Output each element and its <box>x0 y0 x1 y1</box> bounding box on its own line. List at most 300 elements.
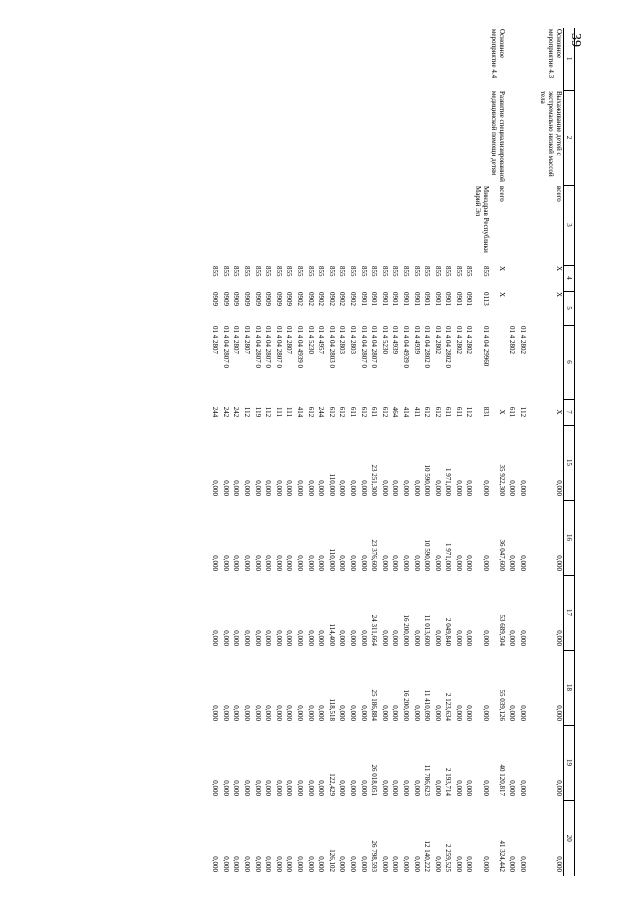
table-cell-c18: 0,000 <box>412 705 421 721</box>
table-cell-c6: 01 4 5230 <box>380 326 389 354</box>
table-cell-c18: 25 186,884 <box>370 689 379 721</box>
table-cell-c5: 0901 <box>359 292 368 306</box>
table-cell-c5: Х <box>497 292 506 298</box>
table-cell-c5: 0909 <box>211 292 220 306</box>
table-cell-c18: 0,000 <box>243 705 252 721</box>
table-cell-c16: 0,000 <box>348 555 357 571</box>
table-cell-c17: 2 049,840 <box>444 618 453 646</box>
table-cell-c15: 35 922,300 <box>497 464 506 496</box>
table-cell-c4: 855 <box>338 266 347 277</box>
column-header: 20 <box>564 800 575 876</box>
table-cell-c4: 855 <box>454 266 463 277</box>
table-cell-c2 <box>473 90 489 185</box>
table-cell-c18 <box>527 650 539 725</box>
table-cell-c16: 0,000 <box>433 555 442 571</box>
table-cell-c16: 36 047,600 <box>497 539 506 571</box>
table-cell-c1: Основное мероприятие 4.3 <box>546 29 563 79</box>
table-cell-c6: 01 4 2807 <box>285 326 294 354</box>
table-cell-c6: 01 4 4957 <box>317 326 326 354</box>
table-cell-c15: 0,000 <box>518 480 527 496</box>
table-cell-c17: 0,000 <box>412 630 421 646</box>
table-cell-c4: 855 <box>295 266 304 277</box>
column-header: 19 <box>564 725 575 800</box>
table-cell-c7: 414 <box>295 406 304 418</box>
table-cell-c2 <box>463 90 474 185</box>
table-cell-c7: 119 <box>253 406 262 418</box>
table-cell-c16: 110,000 <box>327 548 336 571</box>
table-cell-c16: 23 376,600 <box>370 539 379 571</box>
table-row <box>431 28 442 876</box>
table-cell-c17: 0,000 <box>253 630 262 646</box>
table-cell-c17: 0,000 <box>359 630 368 646</box>
table-cell-c1: Основное мероприятие 4.4 <box>489 29 506 79</box>
table-cell-c7: 611 <box>454 406 463 418</box>
table-cell-c15: 0,000 <box>412 480 421 496</box>
table-cell-c4 <box>506 265 517 291</box>
table-cell-c6: 01 4 2807 <box>232 326 241 354</box>
table-cell-c19: 0,000 <box>232 780 241 796</box>
table-cell-c20: 26 798,593 <box>370 840 379 872</box>
table-cell-c18: 0,000 <box>232 705 241 721</box>
table-cell-c5: 0902 <box>348 292 357 306</box>
table-cell-c5: 0901 <box>433 292 442 306</box>
table-cell-c17: 0,000 <box>295 630 304 646</box>
table-cell-c17: 0,000 <box>508 630 517 646</box>
table-cell-c17: 0,000 <box>338 630 347 646</box>
table-cell-c4 <box>516 265 527 291</box>
table-cell-c16: 0,000 <box>221 555 230 571</box>
table-cell-c5: 0909 <box>253 292 262 306</box>
table-cell-c20: 12 140,222 <box>423 840 432 872</box>
table-row <box>389 28 400 876</box>
table-cell-c6: 01 4 04 4939 0 <box>295 326 304 368</box>
table-cell-c1 <box>431 28 442 90</box>
table-cell-c17: 53 689,504 <box>497 614 506 646</box>
table-cell-c5 <box>506 291 517 325</box>
table-cell-c1 <box>389 28 400 90</box>
table-cell-c6: 01 4 2802 <box>465 326 474 354</box>
table-cell-c2 <box>336 90 347 185</box>
table-cell-c1 <box>283 28 294 90</box>
table-cell-c16: 1 971,000 <box>444 543 453 571</box>
table-cell-c2 <box>506 90 517 185</box>
table-cell-c7: 612 <box>306 406 315 418</box>
table-cell-c4: 855 <box>444 266 453 277</box>
table-cell-c7: 411 <box>412 406 421 418</box>
table-cell-c16: 0,000 <box>481 555 490 571</box>
table-cell-c6: 01 4 04 2807 0 <box>253 326 262 368</box>
table-row <box>230 28 241 876</box>
table-cell-c17: 0,000 <box>243 630 252 646</box>
table-cell-c17: 0,000 <box>211 630 220 646</box>
table-cell-c1 <box>346 28 357 90</box>
table-cell-c5: 0901 <box>454 292 463 306</box>
table-cell-c4: 855 <box>221 266 230 277</box>
table-cell-c19: 0,000 <box>243 780 252 796</box>
table-cell-c7: 112 <box>465 406 474 418</box>
table-cell-c4: 855 <box>380 266 389 277</box>
table-cell-c15: 0,000 <box>338 480 347 496</box>
table-cell-c16: 0,000 <box>508 555 517 571</box>
table-cell-c1 <box>368 28 379 90</box>
table-cell-c4: 855 <box>433 266 442 277</box>
table-cell-c4: 855 <box>264 266 273 277</box>
table-cell-c16: 0,000 <box>243 555 252 571</box>
table-cell-c20: 0,000 <box>481 856 490 872</box>
table-cell-c18: 0,000 <box>391 705 400 721</box>
table-cell-c16: 0,000 <box>518 555 527 571</box>
table-cell-c4: 855 <box>391 266 400 277</box>
table-cell-c16: 0,000 <box>306 555 315 571</box>
table-cell-c20: 0,000 <box>221 856 230 872</box>
table-cell-c1 <box>463 28 474 90</box>
table-cell-c18: 0,000 <box>221 705 230 721</box>
table-cell-c3 <box>315 185 326 265</box>
column-header: 5 <box>564 291 575 325</box>
table-cell-c18: 0,000 <box>295 705 304 721</box>
table-cell-c20: 0,000 <box>317 856 326 872</box>
table-cell-c15: 0,000 <box>465 480 474 496</box>
table-cell-c20: 0,000 <box>412 856 421 872</box>
table-cell-c18: 0,000 <box>380 705 389 721</box>
table-cell-c2 <box>368 90 379 185</box>
table-cell-c18: 0,000 <box>555 705 563 721</box>
table-cell-c7: 244 <box>317 406 326 418</box>
table-cell-c7: 612 <box>327 406 336 418</box>
table-cell-c3 <box>336 185 347 265</box>
table-row <box>539 28 564 876</box>
table-cell-c3 <box>527 185 539 265</box>
table-cell-c15: 0,000 <box>481 480 490 496</box>
table-cell-c4: 855 <box>348 266 357 277</box>
table-cell-c15: 0,000 <box>508 480 517 496</box>
table-cell-c7: 831 <box>481 406 490 418</box>
table-cell-c3 <box>506 185 517 265</box>
table-cell-c7: 612 <box>433 406 442 418</box>
table-cell-c4: Х <box>497 266 506 272</box>
table-cell-c1 <box>325 28 336 90</box>
table-cell-c3 <box>325 185 336 265</box>
table-cell-c2 <box>262 90 273 185</box>
table-row <box>304 28 315 876</box>
table-cell-c15: 0,000 <box>359 480 368 496</box>
table-cell-c3 <box>272 185 283 265</box>
table-cell-c19: 0,000 <box>380 780 389 796</box>
table-cell-c20: 0,000 <box>454 856 463 872</box>
table-cell-c7: 111 <box>285 407 294 417</box>
table-cell-c7: 414 <box>401 406 410 418</box>
table-cell-c20: 0,000 <box>359 856 368 872</box>
table-row <box>506 28 517 876</box>
table-cell-c19: 0,000 <box>274 780 283 796</box>
table-cell-c17 <box>527 575 539 650</box>
table-cell-c18: 0,000 <box>348 705 357 721</box>
table-cell-c3 <box>240 185 251 265</box>
table-cell-c16: 0,000 <box>285 555 294 571</box>
table-cell-c15: 0,000 <box>221 480 230 496</box>
table-cell-c16: 0,000 <box>232 555 241 571</box>
table-cell-c3 <box>209 185 220 265</box>
table-cell-c19: 0,000 <box>264 780 273 796</box>
table-cell-c4: 855 <box>274 266 283 277</box>
table-cell-c3 <box>389 185 400 265</box>
table-cell-c15: 0,000 <box>285 480 294 496</box>
table-cell-c3: всего <box>497 186 506 202</box>
table-cell-c19: 0,000 <box>555 780 563 796</box>
table-cell-c15: 0,000 <box>295 480 304 496</box>
table-cell-c1 <box>336 28 347 90</box>
table-cell-c7: Х <box>497 409 506 415</box>
table-cell-c18: 0,000 <box>264 705 273 721</box>
table-cell-c20: 0,000 <box>433 856 442 872</box>
table-cell-c15: 10 590,000 <box>423 464 432 496</box>
table-cell-c18: 0,000 <box>454 705 463 721</box>
table-cell-c2 <box>209 90 220 185</box>
table-cell-c20: 0,000 <box>508 856 517 872</box>
table-cell-c6: 01 4 04 2807 0 <box>370 326 379 368</box>
table-cell-c5: 0901 <box>444 292 453 306</box>
table-cell-c6: 01 4 2807 <box>243 326 252 354</box>
table-row <box>463 28 474 876</box>
table-cell-c20: 0,000 <box>232 856 241 872</box>
table-cell-c4: 855 <box>306 266 315 277</box>
table-cell-c3 <box>463 185 474 265</box>
column-number-row <box>564 28 575 876</box>
table-cell-c20: 0,000 <box>306 856 315 872</box>
table-cell-c5: 0901 <box>401 292 410 306</box>
table-cell-c16: 0,000 <box>465 555 474 571</box>
table-cell-c15: 0,000 <box>401 480 410 496</box>
table-cell-c2 <box>272 90 283 185</box>
table-cell-c20: 0,000 <box>401 856 410 872</box>
table-cell-c3 <box>346 185 357 265</box>
table-cell-c4: 855 <box>232 266 241 277</box>
table-row <box>421 28 432 876</box>
table-cell-c3: Минздрав Республики Марий Эл <box>473 186 490 253</box>
table-cell-c15: 0,000 <box>454 480 463 496</box>
table-cell-c6: 01 4 2802 <box>508 326 517 354</box>
table-cell-c18: 0,000 <box>481 705 490 721</box>
table-cell-c7: 112 <box>518 406 527 418</box>
table-cell-c16: 0,000 <box>274 555 283 571</box>
table-cell-c16 <box>527 500 539 575</box>
column-header: 1 <box>564 28 575 90</box>
table-cell-c3 <box>368 185 379 265</box>
table-cell-c4: 855 <box>317 266 326 277</box>
table-cell-c19: 122,429 <box>327 773 336 796</box>
table-cell-c1 <box>315 28 326 90</box>
table-cell-c18: 0,000 <box>253 705 262 721</box>
table-cell-c1 <box>209 28 220 90</box>
table-cell-c2 <box>431 90 442 185</box>
table-cell-c7: 244 <box>211 406 220 418</box>
table-cell-c16: 0,000 <box>401 555 410 571</box>
table-cell-c19: 2 193,714 <box>444 768 453 796</box>
table-cell-c18: 0,000 <box>465 705 474 721</box>
table-cell-c7: 611 <box>444 406 453 418</box>
table-cell-c3 <box>219 185 230 265</box>
table-cell-c18: 0,000 <box>211 705 220 721</box>
table-cell-c5: 0902 <box>317 292 326 306</box>
table-row <box>251 28 262 876</box>
table-cell-c20: 0,000 <box>253 856 262 872</box>
table-cell-c1 <box>240 28 251 90</box>
page-number: 39 <box>568 33 583 47</box>
table-cell-c17: 0,000 <box>285 630 294 646</box>
table-cell-c4: 855 <box>412 266 421 277</box>
table-cell-c20: 41 324,442 <box>497 840 506 872</box>
table-row <box>293 28 304 876</box>
table-cell-c17: 0,000 <box>306 630 315 646</box>
table-cell-c7: Х <box>555 409 563 415</box>
column-header: 15 <box>564 425 575 500</box>
table-cell-c15: 0,000 <box>317 480 326 496</box>
table-cell-c6: 01 4 5230 <box>306 326 315 354</box>
table-cell-c3 <box>442 185 453 265</box>
table-cell-c1 <box>272 28 283 90</box>
table-cell-c19: 0,000 <box>295 780 304 796</box>
table-cell-c2 <box>527 90 539 185</box>
table-cell-c4: 855 <box>359 266 368 277</box>
table-cell-c17: 11 013,600 <box>423 614 432 646</box>
table-cell-c6: 01 4 04 4939 0 <box>401 326 410 368</box>
table-cell-c3 <box>431 185 442 265</box>
table-cell-c7: 242 <box>232 406 241 418</box>
table-cell-c17: 0,000 <box>555 630 563 646</box>
table-cell-c2 <box>410 90 421 185</box>
table-cell-c6: 01 4 4939 <box>412 326 421 354</box>
table-cell-c19: 0,000 <box>481 780 490 796</box>
table-cell-c15: 0,000 <box>274 480 283 496</box>
table-row <box>357 28 368 876</box>
table-cell-c3 <box>378 185 389 265</box>
table-cell-c20: 0,000 <box>380 856 389 872</box>
table-cell-c6: 01 4 04 2807 0 <box>264 326 273 368</box>
table-cell-c4: 855 <box>211 266 220 277</box>
table-cell-c19: 0,000 <box>433 780 442 796</box>
table-cell-c6 <box>490 325 506 399</box>
table-cell-c20: 0,000 <box>243 856 252 872</box>
table-cell-c20: 0,000 <box>295 856 304 872</box>
table-cell-c15: 110,000 <box>327 473 336 496</box>
table-cell-c2 <box>346 90 357 185</box>
table-cell-c1 <box>262 28 273 90</box>
table-cell-c5: 0902 <box>338 292 347 306</box>
table-cell-c6: 01 4 2802 <box>518 326 527 354</box>
table-cell-c4 <box>527 265 539 291</box>
table-cell-c16: 0,000 <box>264 555 273 571</box>
table-cell-c7: 112 <box>243 406 252 418</box>
table-cell-c3 <box>452 185 463 265</box>
table-cell-c15: 0,000 <box>253 480 262 496</box>
table-cell-c19: 0,000 <box>359 780 368 796</box>
table-row <box>336 28 347 876</box>
table-cell-c17: 0,000 <box>481 630 490 646</box>
table-cell-c2: Выхаживание детей с экстремально низкой массой тела <box>538 91 563 177</box>
table-cell-c2 <box>421 90 432 185</box>
table-cell-c7: 611 <box>508 406 517 418</box>
table-row <box>283 28 294 876</box>
table-cell-c19: 0,000 <box>221 780 230 796</box>
table-cell-c19: 26 018,051 <box>370 764 379 796</box>
table-row <box>240 28 251 876</box>
table-cell-c17: 0,000 <box>317 630 326 646</box>
table-cell-c18: 118,518 <box>327 698 336 721</box>
table-cell-c15: 0,000 <box>211 480 220 496</box>
table-row <box>527 28 539 876</box>
table-cell-c1 <box>473 28 489 90</box>
table-cell-c15: 0,000 <box>391 480 400 496</box>
table-cell-c18: 0,000 <box>274 705 283 721</box>
table-cell-c20: 0,000 <box>264 856 273 872</box>
table-cell-c19: 0,000 <box>412 780 421 796</box>
table-cell-c19: 0,000 <box>508 780 517 796</box>
table-cell-c19: 0,000 <box>211 780 220 796</box>
table-cell-c2 <box>399 90 410 185</box>
table-cell-c19 <box>527 725 539 800</box>
table-cell-c2 <box>325 90 336 185</box>
table-cell-c19: 40 120,817 <box>497 764 506 796</box>
table-cell-c4: 855 <box>285 266 294 277</box>
table-cell-c5: Х <box>555 292 563 298</box>
column-header: 6 <box>564 325 575 399</box>
table-row <box>399 28 410 876</box>
table-cell-c2 <box>389 90 400 185</box>
table-cell-c17: 0,000 <box>391 630 400 646</box>
table-cell-c17: 0,000 <box>264 630 273 646</box>
table-cell-c20: 0,000 <box>391 856 400 872</box>
table-cell-c16: 0,000 <box>412 555 421 571</box>
table-cell-c7: 611 <box>348 406 357 418</box>
table-cell-c20: 0,000 <box>285 856 294 872</box>
table-cell-c5: 0902 <box>327 292 336 306</box>
table-cell-c20: 126,102 <box>327 849 336 872</box>
table-cell-c7: 242 <box>221 406 230 418</box>
table-cell-c20: 0,000 <box>348 856 357 872</box>
table-cell-c1 <box>304 28 315 90</box>
table-cell-c3 <box>293 185 304 265</box>
table-cell-c6: 01 4 04 2802 0 <box>423 326 432 368</box>
table-cell-c1 <box>378 28 389 90</box>
table-cell-c6 <box>527 325 539 399</box>
table-cell-c6: 01 4 2803 <box>348 326 357 354</box>
table-cell-c18: 0,000 <box>359 705 368 721</box>
table-cell-c20: 0,000 <box>274 856 283 872</box>
table-cell-c19: 0,000 <box>253 780 262 796</box>
table-cell-c15: 0,000 <box>433 480 442 496</box>
table-cell-c6: 01 4 04 2807 0 <box>221 326 230 368</box>
table-cell-c6: 01 4 2807 <box>211 326 220 354</box>
table-row <box>378 28 389 876</box>
table-row <box>272 28 283 876</box>
table-cell-c4: 855 <box>253 266 262 277</box>
table-cell-c4: 855 <box>243 266 252 277</box>
table-cell-c4: 855 <box>327 266 336 277</box>
table-cell-c3 <box>283 185 294 265</box>
table-cell-c3 <box>304 185 315 265</box>
table-cell-c15 <box>527 425 539 500</box>
table-cell-c5: 0909 <box>232 292 241 306</box>
table-cell-c18: 0,000 <box>306 705 315 721</box>
table-cell-c2 <box>516 90 527 185</box>
table-cell-c19: 0,000 <box>518 780 527 796</box>
table-body <box>209 28 564 876</box>
table-cell-c15: 1 971,000 <box>444 468 453 496</box>
table-cell-c16: 0,000 <box>359 555 368 571</box>
table-cell-c1 <box>399 28 410 90</box>
table-row <box>452 28 463 876</box>
table-cell-c2 <box>452 90 463 185</box>
